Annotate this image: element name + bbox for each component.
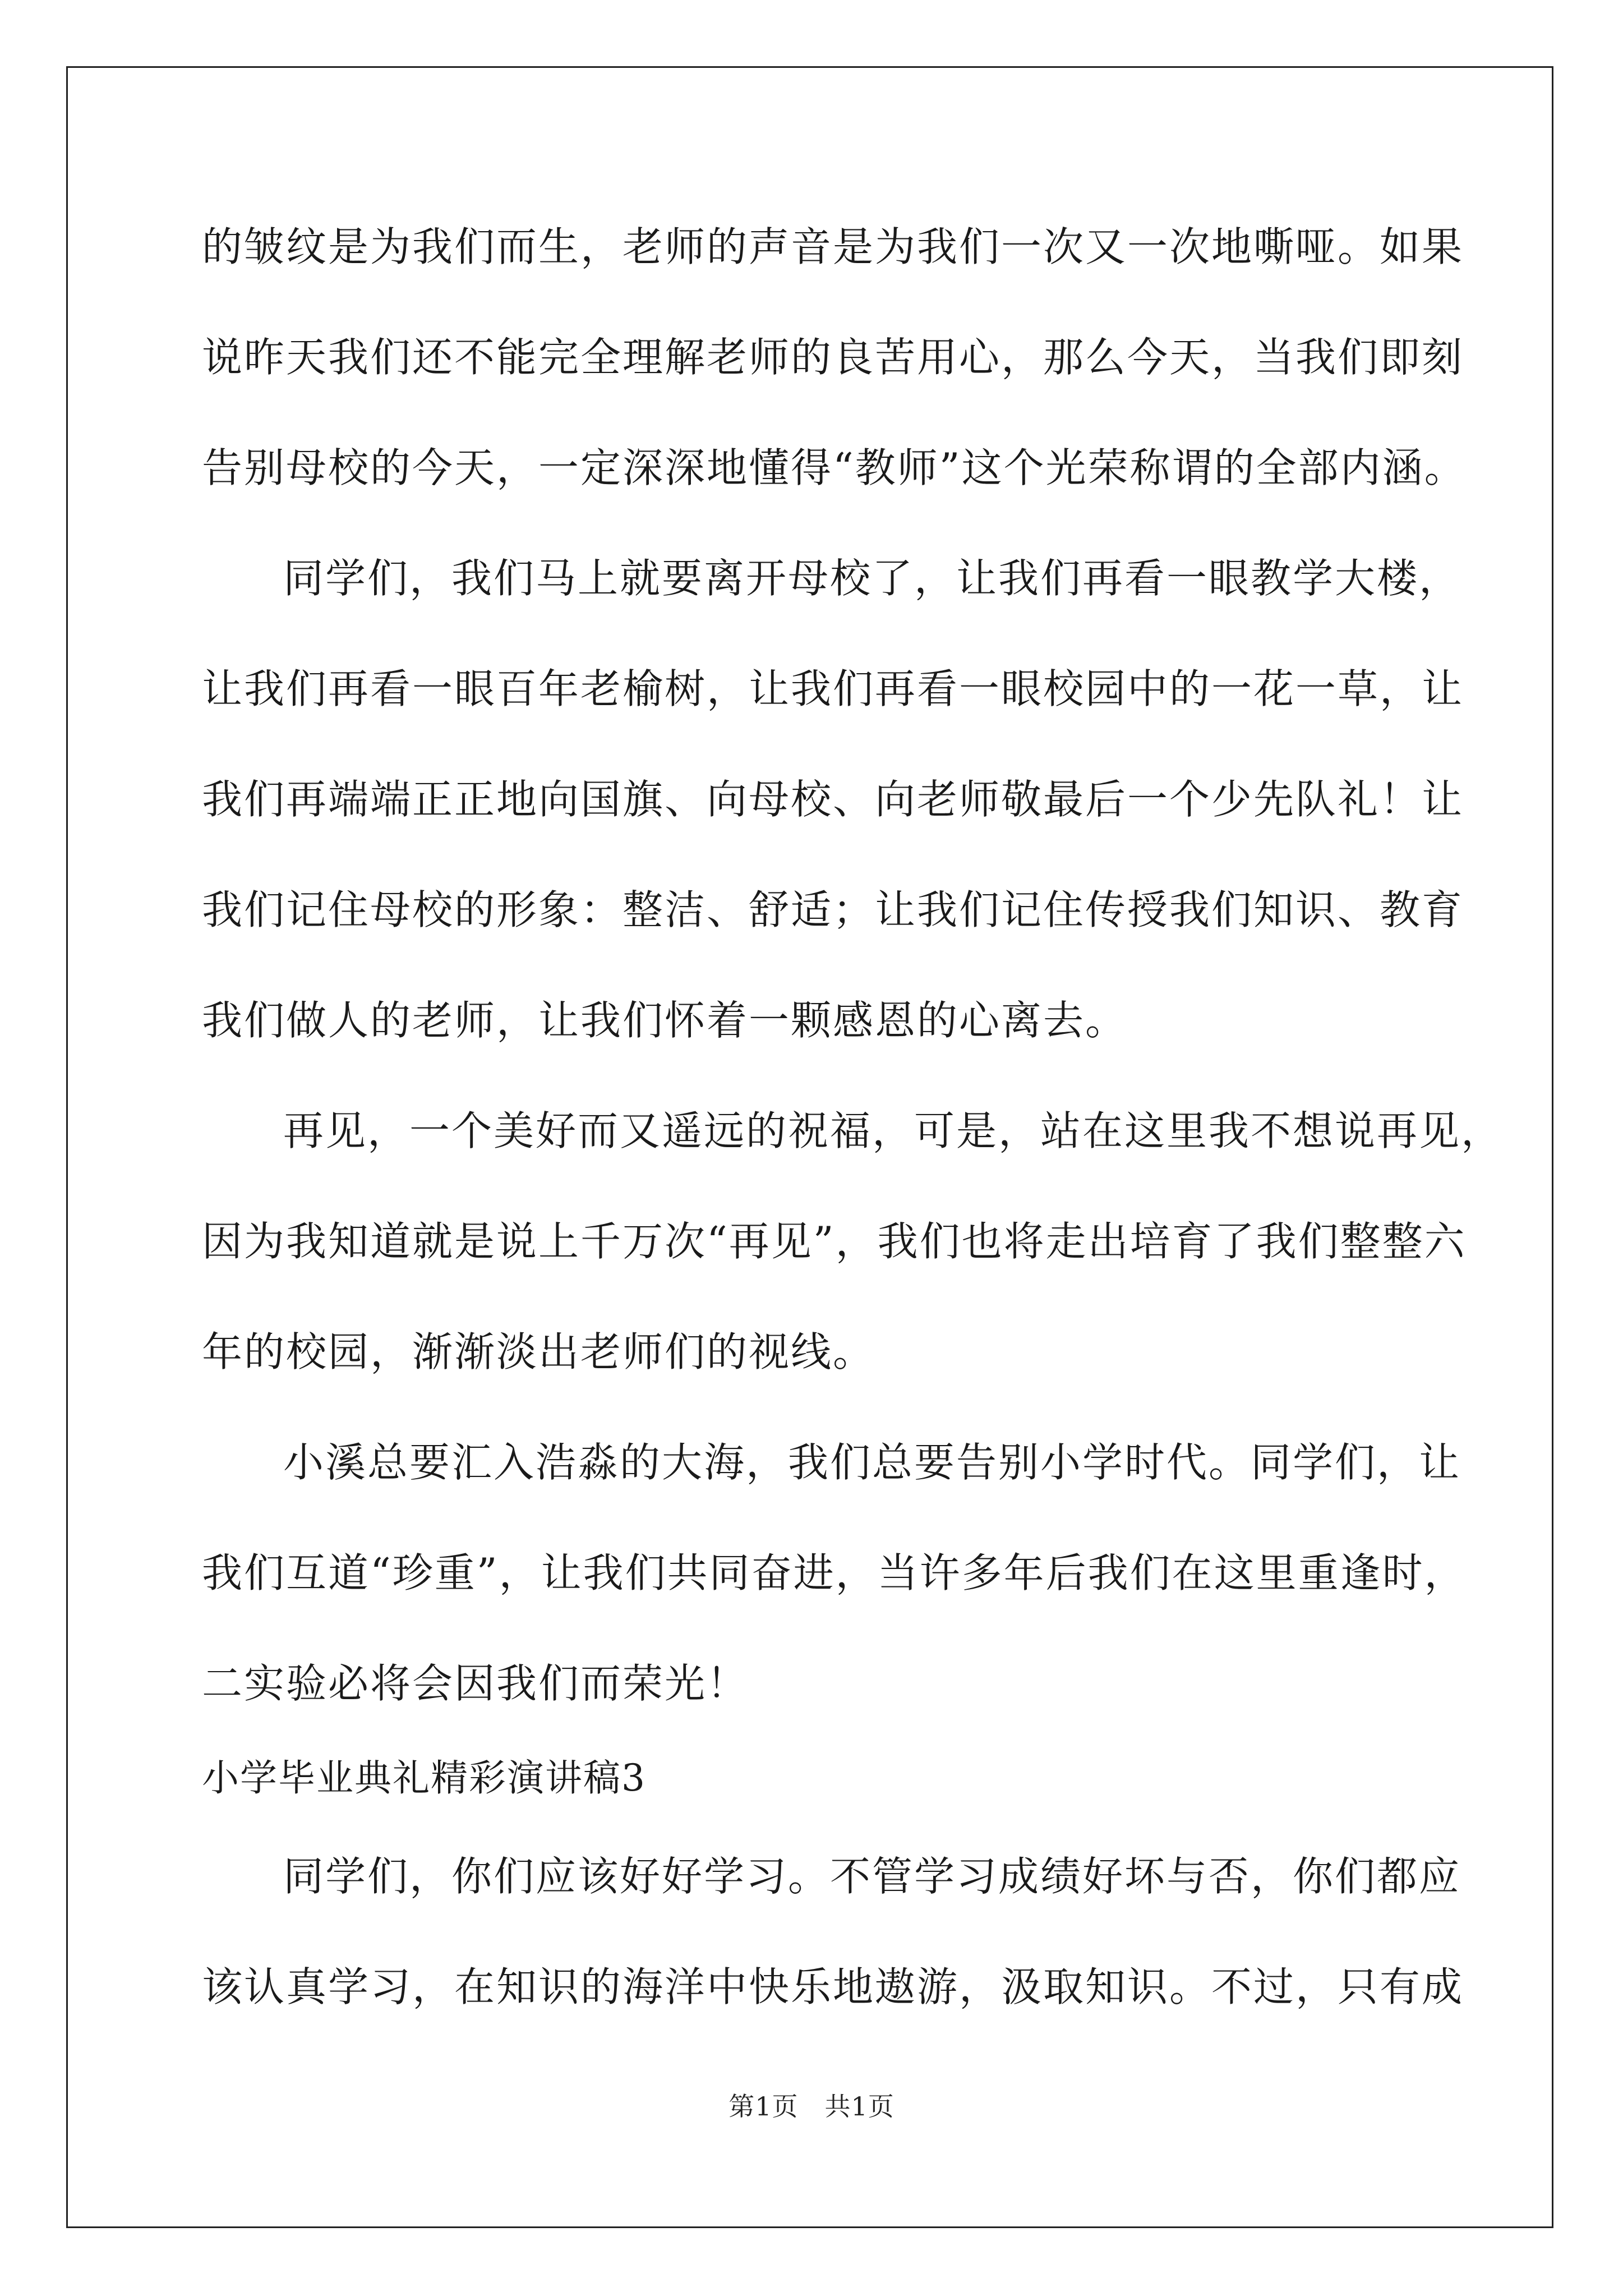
paragraph-start: 同学们，我们马上就要离开母校了，让我们再看一眼教学大楼， <box>283 555 1461 602</box>
text-line-2: 说昨天我们还不能完全理解老师的良苦用心，那么今天，当我们即刻 <box>202 334 1464 381</box>
text-line-13: 我们互道“珍重”，让我们共同奋进，当许多年后我们在这里重逢时， <box>202 1549 1467 1596</box>
text-line-14: 二实验必将会因我们而荣光！ <box>202 1660 749 1707</box>
text-line-1: 的皱纹是为我们而生，老师的声音是为我们一次又一次地嘶哑。如果 <box>202 223 1464 270</box>
text-line-5: 让我们再看一眼百年老榆树，让我们再看一眼校园中的一花一草，让 <box>202 665 1464 712</box>
paragraph-start: 小溪总要汇入浩淼的大海，我们总要告别小学时代。同学们，让 <box>283 1439 1461 1486</box>
text-line-6: 我们再端端正正地向国旗、向母校、向老师敬最后一个少先队礼！让 <box>202 776 1464 823</box>
text-line-10: 因为我知道就是说上千万次“再见”，我们也将走出培育了我们整整六 <box>202 1218 1467 1265</box>
text-line-17: 该认真学习，在知识的海洋中快乐地遨游，汲取知识。不过，只有成 <box>202 1963 1464 2010</box>
text-line-7: 我们记住母校的形象：整洁、舒适；让我们记住传授我们知识、教育 <box>202 886 1464 933</box>
text-line-11: 年的校园，渐渐淡出老师们的视线。 <box>202 1328 875 1375</box>
text-line-8: 我们做人的老师，让我们怀着一颗感恩的心离去。 <box>202 997 1128 1044</box>
paragraph-start: 同学们，你们应该好好学习。不管学习成绩好坏与否，你们都应 <box>283 1853 1461 1900</box>
section-heading: 小学毕业典礼精彩演讲稿3 <box>202 1756 646 1800</box>
text-line-3: 告别母校的今天，一定深深地懂得“教师”这个光荣称谓的全部内涵。 <box>202 444 1467 491</box>
paragraph-start: 再见，一个美好而又遥远的祝福，可是，站在这里我不想说再见， <box>283 1107 1504 1154</box>
page-footer: 第1页 共1页 <box>728 2091 895 2122</box>
